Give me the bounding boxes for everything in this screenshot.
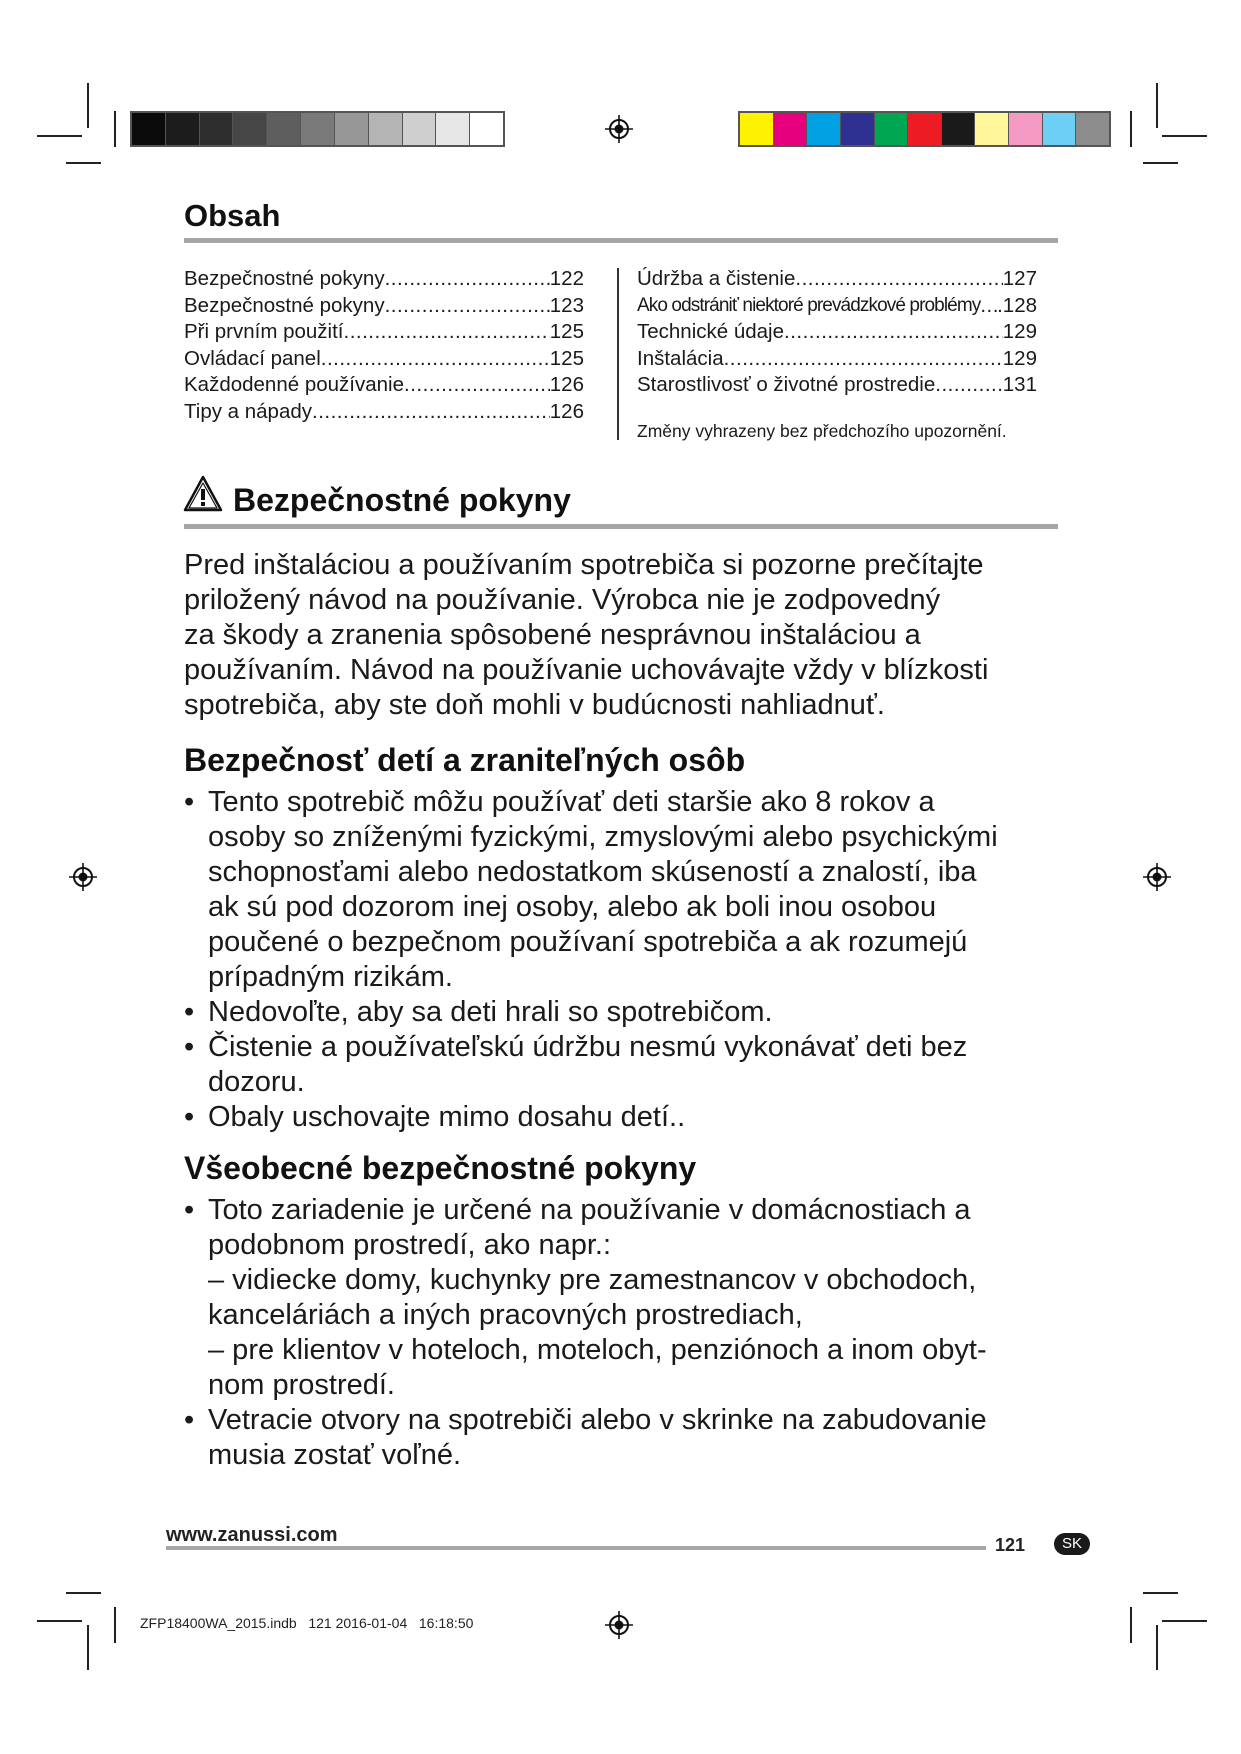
toc-entry-label: Inštalácia — [637, 346, 724, 370]
toc-leader-dots — [312, 399, 550, 426]
toc-leader-dots — [784, 319, 1003, 346]
bullet-line: • Vetracie otvory na spotrebiči alebo v skrinke na zabudovanie — [208, 1404, 987, 1436]
process-color-bar — [738, 111, 1111, 147]
process-color-swatch — [908, 113, 942, 145]
bullet-line: – pre klientov v hoteloch, moteloch, penziónoch a inom obyt- — [208, 1334, 987, 1366]
bullet-line: • Toto zariadenie je určené na používanie v domácnostiach a — [208, 1194, 971, 1226]
warning-triangle-icon — [182, 474, 224, 514]
bullet-line: osoby so zníženými fyzickými, zmyslovými alebo psychickými — [208, 821, 998, 853]
toc-entry — [637, 293, 1037, 320]
toc-leader-dots — [404, 372, 550, 399]
intro-line: používaním. Návod na používanie uchovávajte vždy v blízkosti — [184, 654, 989, 686]
toc-entry-label: Ovládací panel — [184, 346, 321, 370]
toc-entry-page: .128 — [997, 293, 1037, 317]
toc-entry-label: Technické údaje — [637, 320, 785, 343]
toc-leader-dots — [385, 293, 550, 320]
grayscale-swatch — [436, 113, 470, 145]
toc-entry — [637, 346, 1037, 373]
footer-url: www.zanussi.com — [166, 1524, 338, 1546]
toc-entry — [184, 346, 584, 373]
toc-note: Změny vyhrazeny bez předchozího upozornění. — [637, 421, 1007, 441]
toc-entry — [184, 293, 584, 320]
toc-entry-page: 129 — [1002, 320, 1037, 343]
bullet-line: schopnosťami alebo nedostatkom skúseností a znalostí, iba — [208, 856, 977, 888]
toc-entry — [184, 399, 584, 426]
general-title: Všeobecné bezpečnostné pokyny — [184, 1150, 697, 1186]
bullet-item — [184, 1403, 1064, 1473]
intro-line: priložený návod na používanie. Výrobca nie je zodpovedný — [184, 584, 941, 616]
bullet-line: poučené o bezpečnom používaní spotrebiča a ak rozumejú — [208, 926, 968, 958]
toc-entry-label: Ako odstrániť niektoré prevádzkové problémy — [637, 294, 981, 316]
bullet-item — [184, 995, 1064, 1030]
grayscale-swatch — [166, 113, 200, 145]
toc-entry-label: Údržba a čistenie — [637, 267, 796, 290]
bullet-line: dozoru. — [208, 1066, 305, 1098]
intro-line: Pred inštaláciou a používaním spotrebiča si pozorne prečítajte — [184, 549, 984, 581]
toc-entry — [184, 319, 584, 346]
toc-entry-label: Bezpečnostné pokyny — [184, 293, 385, 317]
toc-entry-page: 127 — [1002, 267, 1037, 290]
toc-leader-dots — [385, 266, 550, 293]
registration-mark-icon — [1142, 862, 1172, 892]
bullet-line: • Tento spotrebič môžu používať deti staršie ako 8 rokov a — [208, 786, 935, 818]
bullet-line: nom prostredí. — [208, 1369, 395, 1401]
toc-entry-page: 125 — [549, 320, 584, 343]
process-color-swatch — [942, 113, 976, 145]
process-color-swatch — [740, 113, 774, 145]
process-color-swatch — [1043, 113, 1077, 145]
process-color-swatch — [807, 113, 841, 145]
registration-mark-icon — [604, 114, 634, 144]
process-color-swatch — [841, 113, 875, 145]
bullet-line: ak sú pod dozorom inej osoby, alebo ak boli inou osobou — [208, 891, 937, 923]
toc-left-column — [184, 266, 584, 425]
toc-leader-dots — [795, 266, 1002, 293]
children-title: Bezpečnosť detí a zraniteľných osôb — [184, 742, 746, 778]
bullet-line: • Čistenie a používateľskú údržbu nesmú vykonávať deti bez — [208, 1031, 968, 1063]
toc-entry — [637, 266, 1037, 293]
toc-column-divider — [617, 268, 619, 440]
process-color-swatch — [875, 113, 909, 145]
registration-mark-icon — [604, 1610, 634, 1640]
intro-line: spotrebiča, aby ste doň mohli v budúcnosti nahliadnuť. — [184, 689, 885, 721]
intro-line: za škody a zranenia spôsobené nesprávnou inštaláciou a — [184, 619, 921, 651]
toc-entry-label: Bezpečnostné pokyny — [184, 267, 385, 290]
bullet-line: musia zostať voľné. — [208, 1439, 462, 1471]
safety-intro — [184, 548, 1064, 723]
toc-entry-label: Starostlivosť o životné prostredie — [637, 373, 936, 396]
process-color-swatch — [774, 113, 808, 145]
grayscale-swatch — [233, 113, 267, 145]
general-bullets — [184, 1193, 1064, 1473]
grayscale-swatch — [470, 113, 503, 145]
toc-leader-dots — [980, 293, 997, 320]
bullet-line: • Nedovoľte, aby sa deti hrali so spotrebičom. — [208, 996, 773, 1028]
toc-leader-dots — [724, 346, 1003, 373]
bullet-line: • Obaly uschovajte mimo dosahu detí.. — [208, 1101, 686, 1133]
toc-title-rule — [184, 238, 1058, 243]
language-badge: SK — [1054, 1533, 1090, 1555]
safety-title-rule — [184, 524, 1058, 529]
toc-leader-dots — [344, 319, 550, 346]
toc-entry-label: Při prvním použití — [184, 320, 344, 343]
toc-entry-label: Tipy a nápady — [184, 399, 313, 423]
toc-entry-page: 131 — [1002, 373, 1037, 396]
grayscale-swatch — [200, 113, 234, 145]
toc-entry — [637, 319, 1037, 346]
grayscale-swatch — [301, 113, 335, 145]
bullet-line: podobnom prostredí, ako napr.: — [208, 1229, 612, 1261]
grayscale-swatch — [369, 113, 403, 145]
bullet-line: prípadným rizikám. — [208, 961, 453, 993]
toc-entry — [184, 372, 584, 399]
safety-title: Bezpečnostné pokyny — [233, 482, 571, 518]
bullet-item — [184, 1193, 1064, 1403]
grayscale-swatch — [403, 113, 437, 145]
grayscale-swatch — [132, 113, 166, 145]
toc-entry-page: 123 — [549, 293, 584, 317]
print-info: ZFP18400WA_2015.indb 121 2016-01-04 16:18:50 — [140, 1615, 474, 1631]
bullet-item — [184, 1030, 1064, 1100]
toc-entry — [184, 266, 584, 293]
toc-entry-page: 126 — [549, 399, 584, 423]
process-color-swatch — [1009, 113, 1043, 145]
toc-entry-page: 129 — [1002, 346, 1037, 370]
process-color-swatch — [1076, 113, 1109, 145]
toc-title: Obsah — [184, 198, 281, 233]
toc-entry-page: 125 — [549, 346, 584, 370]
footer-rule — [166, 1546, 986, 1550]
process-color-swatch — [975, 113, 1009, 145]
grayscale-swatch — [335, 113, 369, 145]
children-bullets — [184, 785, 1064, 1135]
toc-entry-page: 122 — [549, 267, 584, 290]
toc-entry-page: 126 — [549, 373, 584, 396]
toc-leader-dots — [935, 372, 1003, 399]
grayscale-swatch — [267, 113, 301, 145]
grayscale-color-bar — [130, 111, 505, 147]
bullet-line: kanceláriách a iných pracovných prostrediach, — [208, 1299, 803, 1331]
toc-right-column — [637, 266, 1037, 399]
bullet-item — [184, 785, 1064, 995]
toc-entry-label: Každodenné používanie — [184, 373, 404, 396]
toc-leader-dots — [321, 346, 550, 373]
toc-entry — [637, 372, 1037, 399]
registration-mark-icon — [68, 862, 98, 892]
bullet-item — [184, 1100, 1064, 1135]
page-number: 121 — [995, 1535, 1026, 1555]
bullet-line: – vidiecke domy, kuchynky pre zamestnancov v obchodoch, — [208, 1264, 977, 1296]
